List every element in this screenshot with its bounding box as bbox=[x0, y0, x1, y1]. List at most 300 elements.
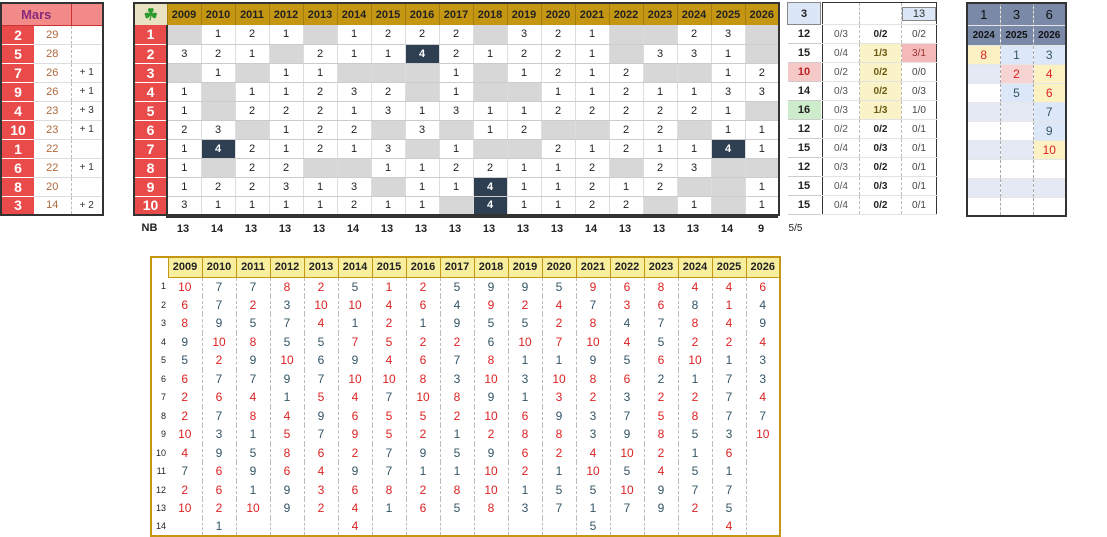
grid-cell[interactable]: 1 bbox=[711, 120, 745, 139]
total-value: 15 bbox=[788, 139, 821, 158]
history-cell: 7 bbox=[304, 370, 338, 389]
grid-cell[interactable]: 1 bbox=[337, 44, 371, 63]
grid-cell[interactable] bbox=[337, 63, 371, 82]
grid-cell[interactable]: 2 bbox=[405, 25, 439, 44]
grid-cell[interactable]: 1 bbox=[303, 63, 337, 82]
history-year-header[interactable]: 2020 bbox=[542, 257, 576, 277]
history-cell: 1 bbox=[542, 351, 576, 370]
grid-cell[interactable]: 1 bbox=[439, 82, 473, 101]
grid-cell[interactable] bbox=[167, 25, 201, 44]
grid-cell[interactable]: 1 bbox=[371, 196, 405, 215]
fraction-c: 0/1 bbox=[902, 158, 937, 177]
year-header[interactable]: 2017 bbox=[439, 3, 473, 25]
year-header[interactable]: 2018 bbox=[473, 3, 507, 25]
grid-cell[interactable]: 2 bbox=[337, 196, 371, 215]
grid-cell[interactable]: 1 bbox=[745, 120, 779, 139]
history-cell bbox=[644, 518, 678, 537]
history-year-header[interactable]: 2021 bbox=[576, 257, 610, 277]
nb-value: 13 bbox=[404, 217, 438, 239]
grid-cell[interactable]: 1 bbox=[575, 82, 609, 101]
grid-cell[interactable] bbox=[371, 120, 405, 139]
grid-cell[interactable] bbox=[541, 120, 575, 139]
grid-cell[interactable]: 2 bbox=[609, 82, 643, 101]
grid-cell[interactable]: 2 bbox=[235, 101, 269, 120]
grid-cell[interactable]: 1 bbox=[575, 44, 609, 63]
grid-cell[interactable]: 1 bbox=[167, 177, 201, 196]
grid-cell[interactable]: 2 bbox=[235, 177, 269, 196]
rank-count: 22 bbox=[34, 139, 71, 158]
grid-cell[interactable]: 1 bbox=[235, 44, 269, 63]
grid-cell[interactable]: 1 bbox=[337, 101, 371, 120]
history-year-header[interactable]: 2009 bbox=[168, 257, 202, 277]
year-header[interactable]: 2009 bbox=[167, 3, 201, 25]
grid-cell[interactable] bbox=[745, 158, 779, 177]
history-cell: 4 bbox=[746, 296, 780, 315]
history-year-header[interactable]: 2018 bbox=[474, 257, 508, 277]
history-year-header[interactable]: 2015 bbox=[372, 257, 406, 277]
grid-cell[interactable]: 1 bbox=[745, 139, 779, 158]
grid-cell[interactable] bbox=[643, 63, 677, 82]
grid-row bbox=[134, 139, 779, 158]
history-year-header[interactable]: 2014 bbox=[338, 257, 372, 277]
grid-cell[interactable] bbox=[711, 177, 745, 196]
grid-cell[interactable]: 2 bbox=[371, 25, 405, 44]
grid-cell[interactable] bbox=[575, 120, 609, 139]
grid-cell[interactable]: 2 bbox=[575, 101, 609, 120]
year-header[interactable]: 2021 bbox=[575, 3, 609, 25]
history-year-header[interactable]: 2024 bbox=[678, 257, 712, 277]
grid-cell[interactable]: 1 bbox=[541, 177, 575, 196]
history-cell: 8 bbox=[474, 499, 508, 518]
grid-cell[interactable]: 2 bbox=[303, 101, 337, 120]
grid-cell[interactable]: 2 bbox=[609, 196, 643, 215]
grid-cell[interactable]: 1 bbox=[303, 196, 337, 215]
history-cell: 1 bbox=[338, 314, 372, 333]
grid-cell[interactable] bbox=[609, 25, 643, 44]
grid-cell[interactable]: 1 bbox=[677, 82, 711, 101]
fraction-row bbox=[823, 101, 937, 120]
year-header[interactable]: 2014 bbox=[337, 3, 371, 25]
main-grid bbox=[133, 2, 780, 216]
grid-cell[interactable]: 2 bbox=[235, 25, 269, 44]
history-cell: 8 bbox=[440, 481, 474, 500]
rank-number: 8 bbox=[1, 177, 34, 196]
grid-cell[interactable]: 1 bbox=[167, 101, 201, 120]
nb-value: 13 bbox=[506, 217, 540, 239]
grid-cell[interactable]: 2 bbox=[439, 25, 473, 44]
history-row bbox=[151, 370, 780, 389]
history-cell: 9 bbox=[644, 481, 678, 500]
history-cell: 1 bbox=[678, 370, 712, 389]
grid-cell[interactable]: 2 bbox=[745, 63, 779, 82]
grid-cell[interactable]: 2 bbox=[609, 101, 643, 120]
history-row bbox=[151, 277, 780, 296]
grid-cell[interactable]: 3 bbox=[201, 120, 235, 139]
fraction-b: 0/2 bbox=[860, 120, 902, 139]
history-cell: 3 bbox=[712, 425, 746, 444]
right-cell: 1 bbox=[1000, 45, 1033, 64]
grid-cell[interactable] bbox=[473, 139, 507, 158]
grid-cell[interactable] bbox=[745, 101, 779, 120]
year-header[interactable]: 2026 bbox=[745, 3, 779, 25]
grid-cell[interactable] bbox=[235, 120, 269, 139]
history-year-header[interactable]: 2019 bbox=[508, 257, 542, 277]
nb-value: 14 bbox=[200, 217, 234, 239]
grid-cell[interactable] bbox=[235, 63, 269, 82]
history-cell bbox=[270, 518, 304, 537]
grid-cell[interactable]: 1 bbox=[507, 63, 541, 82]
grid-cell[interactable]: 2 bbox=[167, 120, 201, 139]
grid-row bbox=[134, 120, 779, 139]
grid-cell[interactable]: 3 bbox=[269, 177, 303, 196]
right-cell bbox=[1033, 178, 1066, 197]
grid-cell[interactable] bbox=[677, 63, 711, 82]
grid-cell[interactable]: 1 bbox=[405, 177, 439, 196]
grid-cell[interactable]: 2 bbox=[337, 120, 371, 139]
rank-number: 3 bbox=[1, 196, 34, 215]
history-cell: 10 bbox=[168, 277, 202, 296]
grid-cell[interactable]: 3 bbox=[677, 158, 711, 177]
history-table bbox=[150, 256, 781, 537]
history-year-header[interactable]: 2017 bbox=[440, 257, 474, 277]
grid-cell[interactable] bbox=[439, 120, 473, 139]
grid-cell[interactable]: 1 bbox=[507, 196, 541, 215]
rank-delta: + 1 bbox=[71, 63, 103, 82]
grid-cell[interactable]: 1 bbox=[405, 101, 439, 120]
grid-cell[interactable]: 2 bbox=[303, 139, 337, 158]
grid-cell[interactable]: 1 bbox=[609, 177, 643, 196]
grid-cell[interactable] bbox=[201, 101, 235, 120]
history-year-header[interactable]: 2010 bbox=[202, 257, 236, 277]
history-row-number: 13 bbox=[155, 503, 166, 514]
grid-cell[interactable]: 1 bbox=[371, 158, 405, 177]
grid-cell[interactable]: 1 bbox=[269, 63, 303, 82]
history-cell: 7 bbox=[746, 407, 780, 426]
grid-cell[interactable]: 2 bbox=[643, 158, 677, 177]
grid-cell[interactable] bbox=[745, 44, 779, 63]
history-cell: 10 bbox=[474, 481, 508, 500]
grid-cell[interactable]: 2 bbox=[609, 63, 643, 82]
history-cell: 9 bbox=[440, 314, 474, 333]
history-cell: 3 bbox=[610, 388, 644, 407]
grid-cell[interactable]: 1 bbox=[235, 196, 269, 215]
history-cell: 5 bbox=[542, 277, 576, 296]
grid-cell[interactable] bbox=[371, 177, 405, 196]
history-cell: 7 bbox=[338, 333, 372, 352]
year-header[interactable]: 2010 bbox=[201, 3, 235, 25]
grid-cell[interactable]: 2 bbox=[541, 101, 575, 120]
grid-cell[interactable] bbox=[269, 44, 303, 63]
grid-cell[interactable]: 3 bbox=[745, 82, 779, 101]
grid-cell[interactable]: 1 bbox=[507, 177, 541, 196]
grid-cell[interactable]: 1 bbox=[269, 82, 303, 101]
history-year-header[interactable]: 2012 bbox=[270, 257, 304, 277]
grid-cell[interactable]: 1 bbox=[643, 139, 677, 158]
grid-cell[interactable]: 1 bbox=[405, 196, 439, 215]
fraction-row bbox=[823, 63, 937, 82]
grid-row bbox=[134, 63, 779, 82]
history-row bbox=[151, 499, 780, 518]
history-cell: 9 bbox=[406, 444, 440, 463]
history-year-header[interactable]: 2011 bbox=[236, 257, 270, 277]
rank-count: 23 bbox=[34, 101, 71, 120]
grid-cell[interactable]: 2 bbox=[303, 44, 337, 63]
grid-cell[interactable] bbox=[371, 63, 405, 82]
grid-cell[interactable]: 1 bbox=[575, 63, 609, 82]
grid-cell[interactable]: 1 bbox=[473, 120, 507, 139]
year-header[interactable]: 2023 bbox=[643, 3, 677, 25]
grid-cell[interactable]: 1 bbox=[167, 139, 201, 158]
grid-cell[interactable]: 2 bbox=[609, 120, 643, 139]
grid-cell[interactable] bbox=[439, 196, 473, 215]
history-year-header[interactable]: 2013 bbox=[304, 257, 338, 277]
grid-cell[interactable]: 1 bbox=[643, 82, 677, 101]
grid-cell[interactable]: 2 bbox=[541, 44, 575, 63]
grid-cell[interactable]: 2 bbox=[541, 139, 575, 158]
grid-cell[interactable]: 4 bbox=[405, 44, 439, 63]
grid-cell[interactable]: 1 bbox=[745, 177, 779, 196]
history-cell: 1 bbox=[440, 425, 474, 444]
grid-cell[interactable]: 2 bbox=[269, 101, 303, 120]
grid-cell[interactable]: 1 bbox=[575, 25, 609, 44]
grid-cell[interactable] bbox=[711, 158, 745, 177]
grid-cell[interactable]: 2 bbox=[677, 25, 711, 44]
grid-cell[interactable] bbox=[643, 196, 677, 215]
grid-cell[interactable] bbox=[201, 158, 235, 177]
history-cell: 6 bbox=[644, 351, 678, 370]
grid-cell[interactable]: 3 bbox=[337, 82, 371, 101]
grid-cell[interactable] bbox=[405, 139, 439, 158]
grid-cell[interactable]: 2 bbox=[541, 63, 575, 82]
year-header[interactable]: 2019 bbox=[507, 3, 541, 25]
grid-cell[interactable]: 2 bbox=[473, 158, 507, 177]
grid-cell[interactable]: 2 bbox=[303, 120, 337, 139]
grid-cell[interactable] bbox=[405, 82, 439, 101]
fraction-a: 0/3 bbox=[823, 158, 860, 177]
history-row bbox=[151, 518, 780, 537]
grid-cell[interactable]: 1 bbox=[167, 158, 201, 177]
history-year-header[interactable]: 2016 bbox=[406, 257, 440, 277]
history-cell: 9 bbox=[474, 444, 508, 463]
grid-cell[interactable]: 3 bbox=[439, 101, 473, 120]
grid-cell[interactable]: 3 bbox=[643, 44, 677, 63]
grid-cell[interactable]: 3 bbox=[167, 44, 201, 63]
grid-cell[interactable]: 2 bbox=[507, 44, 541, 63]
grid-cell[interactable]: 1 bbox=[541, 158, 575, 177]
year-header[interactable]: 2012 bbox=[269, 3, 303, 25]
history-cell: 7 bbox=[440, 351, 474, 370]
grid-cell[interactable]: 1 bbox=[677, 139, 711, 158]
history-cell: 4 bbox=[372, 351, 406, 370]
history-cell: 2 bbox=[168, 388, 202, 407]
grid-cell[interactable]: 3 bbox=[371, 101, 405, 120]
history-year-header[interactable]: 2023 bbox=[644, 257, 678, 277]
grid-cell[interactable]: 1 bbox=[541, 196, 575, 215]
grid-cell[interactable]: 1 bbox=[473, 44, 507, 63]
history-cell: 5 bbox=[406, 407, 440, 426]
grid-cell[interactable] bbox=[677, 177, 711, 196]
grid-cell[interactable]: 2 bbox=[235, 158, 269, 177]
grid-cell[interactable]: 2 bbox=[643, 101, 677, 120]
grid-cell[interactable] bbox=[677, 120, 711, 139]
rank-count: 22 bbox=[34, 158, 71, 177]
grid-cell[interactable]: 1 bbox=[439, 139, 473, 158]
fraction-row bbox=[823, 158, 937, 177]
grid-row bbox=[134, 177, 779, 196]
grid-cell[interactable]: 1 bbox=[745, 196, 779, 215]
grid-cell[interactable]: 1 bbox=[711, 101, 745, 120]
grid-cell[interactable] bbox=[201, 82, 235, 101]
year-header[interactable]: 2020 bbox=[541, 3, 575, 25]
history-cell: 9 bbox=[508, 277, 542, 296]
clover-icon[interactable]: ☘ bbox=[134, 3, 167, 25]
history-cell: 8 bbox=[508, 425, 542, 444]
grid-cell[interactable]: 1 bbox=[677, 196, 711, 215]
grid-cell[interactable]: 3 bbox=[507, 25, 541, 44]
grid-cell[interactable]: 2 bbox=[575, 177, 609, 196]
history-cell: 1 bbox=[236, 481, 270, 500]
grid-cell[interactable]: 1 bbox=[711, 63, 745, 82]
nb-value: 13 bbox=[642, 217, 676, 239]
grid-cell[interactable]: 2 bbox=[575, 158, 609, 177]
grid-cell[interactable]: 2 bbox=[507, 120, 541, 139]
grid-cell[interactable]: 1 bbox=[269, 120, 303, 139]
year-header[interactable]: 2016 bbox=[405, 3, 439, 25]
grid-cell[interactable] bbox=[507, 139, 541, 158]
grid-cell[interactable]: 1 bbox=[575, 139, 609, 158]
year-header[interactable]: 2011 bbox=[235, 3, 269, 25]
history-cell: 1 bbox=[712, 462, 746, 481]
grid-cell[interactable] bbox=[303, 158, 337, 177]
grid-cell[interactable]: 1 bbox=[201, 63, 235, 82]
grid-cell[interactable]: 2 bbox=[609, 139, 643, 158]
nb-value: 13 bbox=[472, 217, 506, 239]
history-cell: 2 bbox=[508, 296, 542, 315]
fraction-header: 13 bbox=[902, 7, 936, 21]
grid-cell[interactable]: 2 bbox=[303, 82, 337, 101]
history-cell: 5 bbox=[610, 462, 644, 481]
history-cell: 7 bbox=[202, 370, 236, 389]
history-row-number: 6 bbox=[160, 373, 166, 384]
grid-cell[interactable]: 3 bbox=[167, 196, 201, 215]
grid-cell[interactable]: 2 bbox=[269, 158, 303, 177]
grid-cell[interactable]: 1 bbox=[201, 25, 235, 44]
grid-cell[interactable]: 4 bbox=[711, 139, 745, 158]
year-header[interactable]: 2025 bbox=[711, 3, 745, 25]
grid-cell[interactable]: 2 bbox=[235, 139, 269, 158]
history-cell: 8 bbox=[678, 296, 712, 315]
grid-cell[interactable]: 1 bbox=[711, 44, 745, 63]
grid-cell[interactable] bbox=[609, 44, 643, 63]
grid-cell[interactable] bbox=[405, 63, 439, 82]
grid-cell[interactable]: 1 bbox=[235, 82, 269, 101]
grid-cell[interactable]: 2 bbox=[371, 82, 405, 101]
history-year-header[interactable]: 2022 bbox=[610, 257, 644, 277]
grid-cell[interactable]: 1 bbox=[201, 196, 235, 215]
grid-cell[interactable]: 2 bbox=[677, 101, 711, 120]
grid-cell[interactable] bbox=[609, 158, 643, 177]
grid-cell[interactable] bbox=[473, 25, 507, 44]
grid-cell[interactable]: 1 bbox=[337, 25, 371, 44]
grid-cell[interactable]: 2 bbox=[201, 177, 235, 196]
grid-cell[interactable]: 4 bbox=[201, 139, 235, 158]
fraction-c: 3/1 bbox=[902, 44, 937, 63]
grid-cell[interactable]: 1 bbox=[507, 101, 541, 120]
nb-label: NB bbox=[141, 222, 158, 234]
grid-cell[interactable]: 3 bbox=[337, 177, 371, 196]
history-year-header[interactable]: 2026 bbox=[746, 257, 780, 277]
grid-cell[interactable]: 2 bbox=[201, 44, 235, 63]
grid-cell[interactable] bbox=[643, 25, 677, 44]
grid-cell[interactable] bbox=[711, 196, 745, 215]
grid-cell[interactable] bbox=[337, 158, 371, 177]
grid-cell[interactable]: 1 bbox=[541, 82, 575, 101]
grid-cell[interactable] bbox=[167, 63, 201, 82]
history-cell: 7 bbox=[644, 314, 678, 333]
grid-cell[interactable]: 2 bbox=[439, 158, 473, 177]
grid-cell[interactable]: 2 bbox=[575, 196, 609, 215]
history-cell: 5 bbox=[270, 425, 304, 444]
right-cell bbox=[1000, 178, 1033, 197]
grid-cell[interactable]: 3 bbox=[711, 82, 745, 101]
grid-cell[interactable]: 1 bbox=[167, 82, 201, 101]
grid-cell[interactable]: 4 bbox=[473, 196, 507, 215]
history-cell: 7 bbox=[610, 499, 644, 518]
rank-row bbox=[1, 82, 103, 101]
grid-cell[interactable] bbox=[473, 82, 507, 101]
grid-cell[interactable] bbox=[473, 63, 507, 82]
history-year-header[interactable]: 2025 bbox=[712, 257, 746, 277]
grid-cell[interactable]: 3 bbox=[711, 25, 745, 44]
grid-cell[interactable]: 2 bbox=[643, 120, 677, 139]
history-cell: 6 bbox=[338, 481, 372, 500]
grid-cell[interactable]: 1 bbox=[507, 158, 541, 177]
grid-cell[interactable]: 1 bbox=[337, 139, 371, 158]
grid-cell[interactable] bbox=[303, 25, 337, 44]
right-year-row bbox=[967, 25, 1066, 45]
right-cell bbox=[967, 178, 1000, 197]
grid-cell[interactable]: 3 bbox=[405, 120, 439, 139]
grid-cell[interactable]: 1 bbox=[269, 25, 303, 44]
grid-cell[interactable]: 3 bbox=[677, 44, 711, 63]
history-cell: 3 bbox=[576, 407, 610, 426]
right-cell bbox=[1000, 159, 1033, 178]
history-row-number: 9 bbox=[160, 429, 166, 440]
grid-cell[interactable]: 1 bbox=[303, 177, 337, 196]
grid-cell[interactable]: 1 bbox=[405, 158, 439, 177]
grid-cell[interactable]: 1 bbox=[371, 44, 405, 63]
year-header[interactable]: 2013 bbox=[303, 3, 337, 25]
grid-cell[interactable]: 1 bbox=[269, 196, 303, 215]
year-header[interactable]: 2024 bbox=[677, 3, 711, 25]
grid-cell[interactable]: 4 bbox=[473, 177, 507, 196]
grid-cell[interactable]: 1 bbox=[439, 63, 473, 82]
grid-cell[interactable]: 1 bbox=[439, 177, 473, 196]
grid-cell[interactable]: 2 bbox=[541, 25, 575, 44]
grid-cell[interactable]: 1 bbox=[269, 139, 303, 158]
grid-cell[interactable] bbox=[745, 25, 779, 44]
year-header[interactable]: 2022 bbox=[609, 3, 643, 25]
grid-cell[interactable]: 1 bbox=[473, 101, 507, 120]
year-header[interactable]: 2015 bbox=[371, 3, 405, 25]
history-cell: 1 bbox=[406, 314, 440, 333]
grid-cell[interactable]: 2 bbox=[439, 44, 473, 63]
grid-cell[interactable]: 3 bbox=[371, 139, 405, 158]
grid-cell[interactable]: 2 bbox=[643, 177, 677, 196]
history-cell: 6 bbox=[168, 296, 202, 315]
history-cell: 3 bbox=[746, 370, 780, 389]
grid-cell[interactable] bbox=[507, 82, 541, 101]
